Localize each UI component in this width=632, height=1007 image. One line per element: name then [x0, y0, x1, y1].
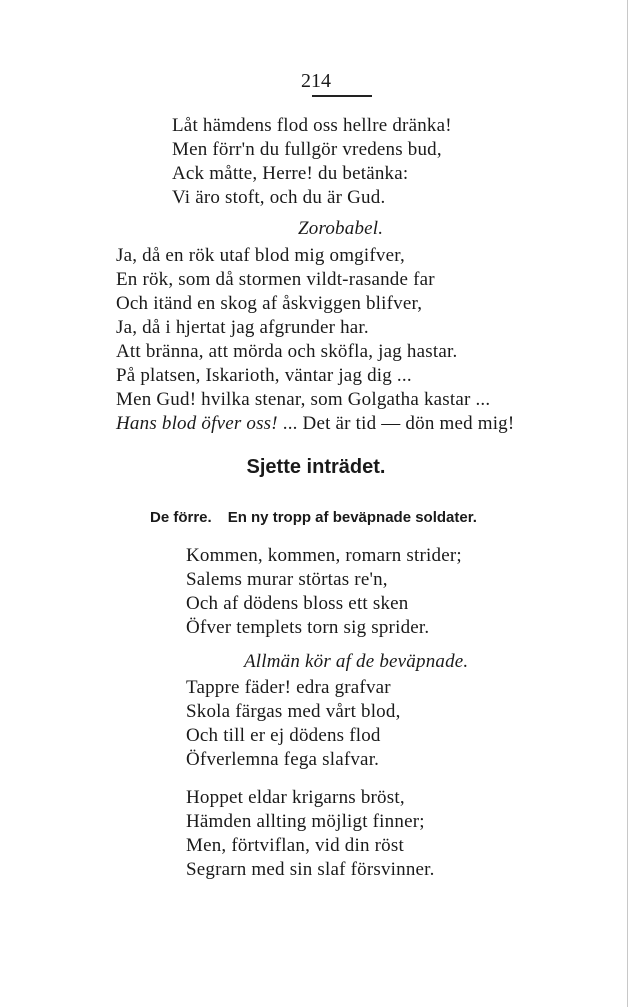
page-number-rule: [312, 95, 372, 97]
verse-line: Hoppet eldar krigarns bröst,: [186, 787, 405, 808]
scene-heading: Sjette inträdet.: [246, 456, 386, 478]
verse-continuation: ... Det är tid — dön med mig!: [277, 413, 515, 434]
verse-line: Salems murar störtas re'n,: [186, 569, 388, 590]
verse-line: Men förr'n du fullgör vredens bud,: [172, 139, 442, 160]
verse-line: En rök, som då stormen vildt-rasande far: [116, 269, 435, 290]
verse-line: Ja, då en rök utaf blod mig omgifver,: [116, 245, 405, 266]
page-number: 214: [301, 70, 331, 92]
verse-line: Och till er ej dödens flod: [186, 725, 381, 746]
scene-subheading-characters: De förre.: [150, 509, 212, 526]
verse-line: Öfverlemna fega slafvar.: [186, 749, 380, 770]
scene-subheading-description: En ny tropp af beväpnade soldater.: [227, 509, 477, 526]
speaker-name: Allmän kör af de beväpnade.: [244, 651, 469, 672]
verse-line: Hämden allting möjligt finner;: [186, 811, 425, 832]
speaker-name: Zorobabel.: [298, 218, 384, 239]
page-edge-line: [627, 0, 628, 1007]
verse-line: Ja, då i hjertat jag afgrunder har.: [116, 317, 369, 338]
verse-line: Men Gud! hvilka stenar, som Golgatha kastar ...: [116, 389, 491, 410]
verse-line: Och itänd en skog af åskviggen blifver,: [116, 293, 423, 314]
italic-exclamation: Hans blod öfver oss!: [116, 413, 278, 434]
verse-line: Tappre fäder! edra grafvar: [186, 677, 391, 698]
scene-subheading: [150, 508, 477, 528]
verse-line: Ack måtte, Herre! du betänka:: [172, 163, 409, 184]
verse-line: Segrarn med sin slaf försvinner.: [186, 859, 435, 880]
verse-line: Kommen, kommen, romarn strider;: [186, 545, 462, 566]
verse-line: Men, förtviflan, vid din röst: [186, 835, 404, 856]
verse-line: På platsen, Iskarioth, väntar jag dig ...: [116, 365, 412, 386]
verse-line: Att bränna, att mörda och sköfla, jag hastar.: [116, 341, 458, 362]
verse-line: [116, 412, 514, 436]
verse-line: Och af dödens bloss ett sken: [186, 593, 409, 614]
verse-line: Vi äro stoft, och du är Gud.: [172, 187, 386, 208]
verse-line: Öfver templets torn sig sprider.: [186, 617, 430, 638]
verse-line: Skola färgas med vårt blod,: [186, 701, 401, 722]
verse-line: Låt hämdens flod oss hellre dränka!: [172, 115, 452, 136]
